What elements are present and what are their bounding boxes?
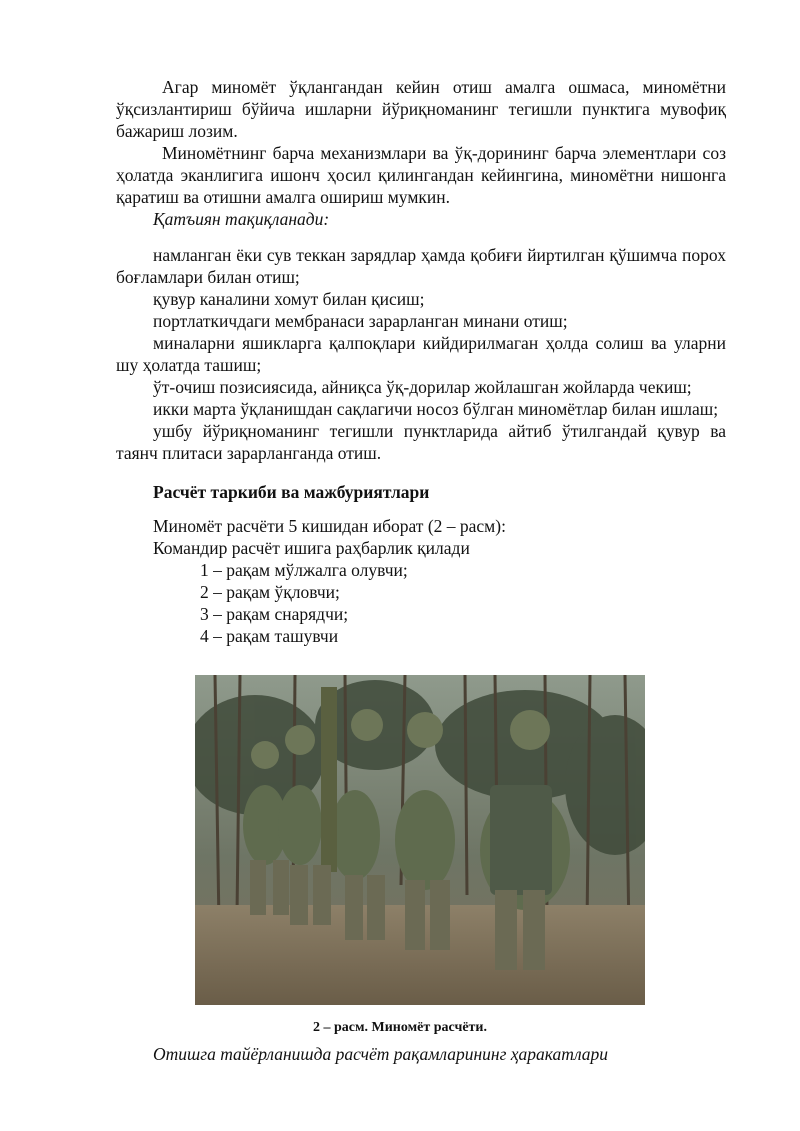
crew-size-line: Миномёт расчёти 5 кишидан иборат (2 – расм): — [153, 516, 506, 536]
commander-line: Командир расчёт ишига раҳбарлик қилади — [153, 538, 470, 558]
list-item: 3 – рақам снарядчи; — [200, 604, 349, 624]
figure-caption: 2 – расм. Миномёт расчёти. — [312, 1020, 487, 1035]
section-subheading-italic: Отишга тайёрланишда расчёт рақамларининг ҳаракатлари — [153, 1044, 609, 1064]
section-heading: Расчёт таркиби ва мажбуриятлари — [153, 482, 430, 502]
list-item: 2 – рақам ўқловчи; — [200, 582, 340, 602]
paragraph-misfire: Агар миномёт ўқлангандан кейин отиш амалга ошмаса, миномётни ўқсизлантириш бўйича ишларни йўриқноманинг тегишли пунктига мувофиқ бажариш лозим. — [116, 77, 726, 141]
prohibited-item: ўт-очиш позисиясида, айниқса ўқ-дорилар жойлашган жойларда чекиш; — [153, 377, 692, 397]
paragraph-aiming: Миномётнинг барча механизмлари ва ўқ-дорининг барча элементлари соз ҳолатда эканлигига ишонч ҳосил қилингандан кейингина, миномётни нишонга қаратиш ва отишни амалга ошириш мумкин. — [116, 143, 726, 207]
document-body — [116, 76, 726, 647]
prohibited-item: портлаткичдаги мембранаси зарарланган минани отиш; — [153, 311, 568, 331]
prohibited-item: икки марта ўқланишдан сақлагичи носоз бўлган миномётлар билан ишлаш; — [153, 399, 719, 419]
list-item: 1 – рақам мўлжалга олувчи; — [200, 560, 408, 580]
prohibited-item: қувур каналини хомут билан қисиш; — [153, 289, 425, 309]
prohibited-title: Қатъиян тақиқланади: — [153, 209, 330, 229]
figure-photo-mortar-crew — [195, 675, 645, 1005]
crew-roles-list — [116, 559, 726, 647]
prohibited-item: миналарни яшикларга қалпоқлари кийдирилмаган ҳолда солиш ва уларни шу ҳолатда ташиш; — [116, 333, 726, 375]
list-item: 4 – рақам ташувчи — [200, 626, 339, 646]
prohibited-item: ушбу йўриқноманинг тегишли пунктларида айтиб ўтилгандай қувур ва таянч плитаси зарарланганда отиш. — [116, 421, 726, 463]
prohibited-item: намланган ёки сув теккан зарядлар ҳамда қобиғи йиртилган қўшимча порох боғламлари билан отиш; — [116, 245, 726, 287]
